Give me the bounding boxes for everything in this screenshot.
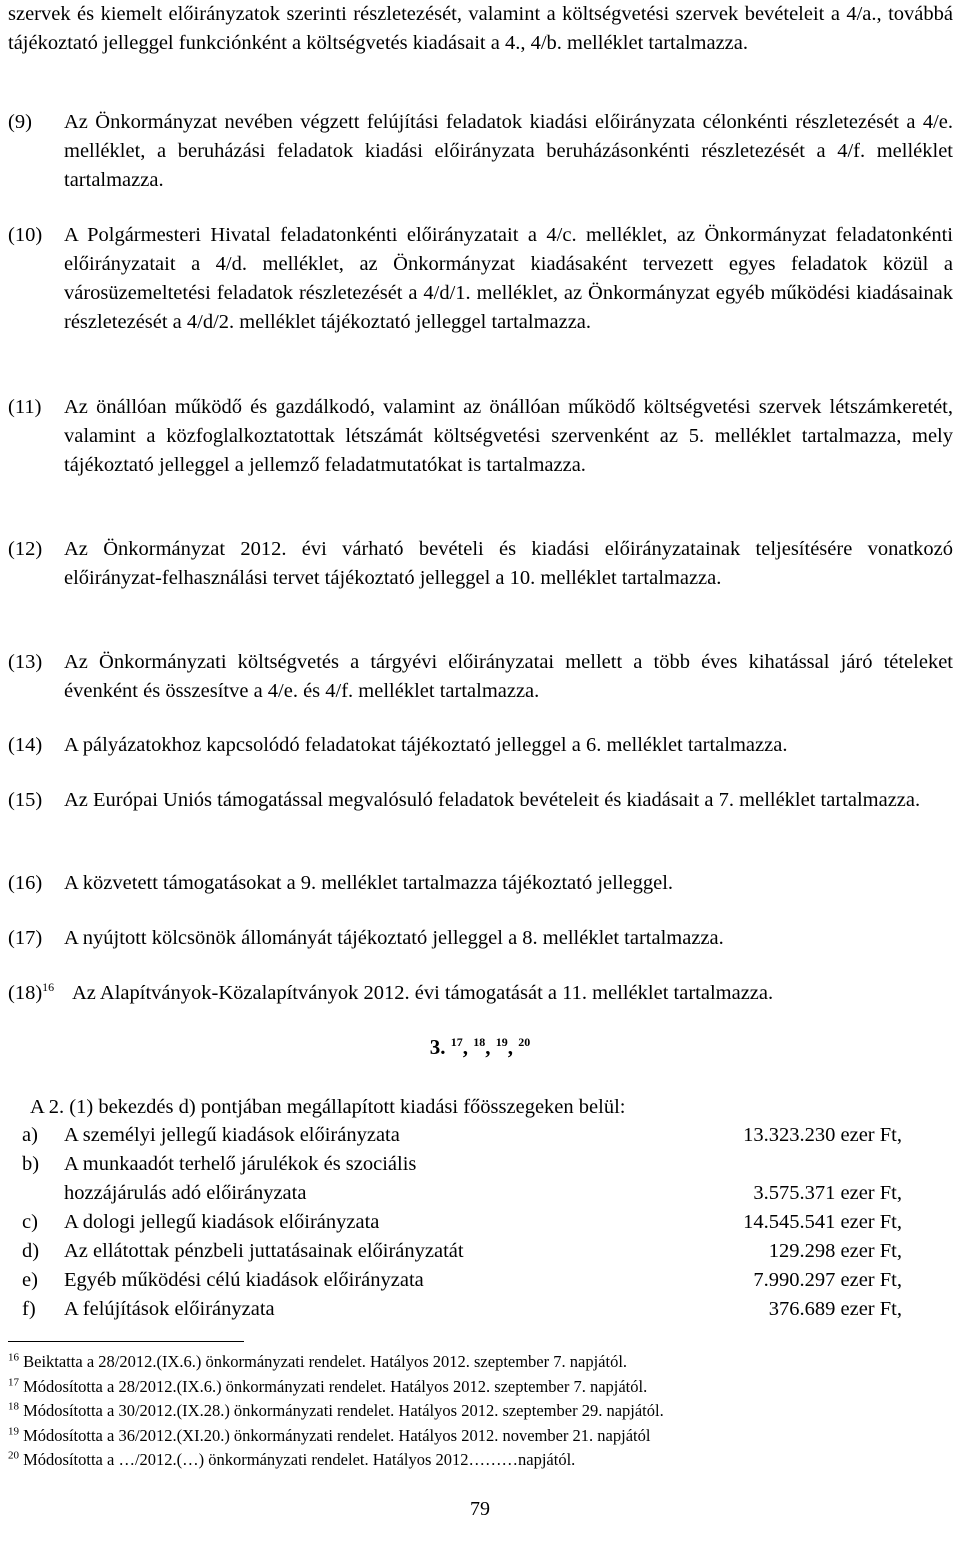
paragraph-11 [8, 393, 953, 480]
footnote-text: Beiktatta a 28/2012.(IX.6.) önkormányzati rendelet. Hatályos 2012. szeptember 7. napjától. [23, 1352, 628, 1371]
footnote-ref[interactable]: 18 [473, 1035, 486, 1049]
footnotes [8, 1350, 928, 1473]
paragraph-13 [8, 648, 953, 706]
page-number: 79 [470, 1498, 490, 1520]
item-description: Egyéb működési célú kiadások előirányzata [64, 1269, 424, 1291]
paragraph-18 [8, 979, 953, 1008]
footnote-text: Módosította a 36/2012.(XI.20.) önkormányzati rendelet. Hatályos 2012. november 21. napjától [23, 1425, 651, 1445]
list-item [22, 1295, 902, 1324]
footnote-number: 20 [8, 1449, 19, 1462]
paragraph-text: A Polgármesteri Hivatal feladatonkénti előirányzatait a 4/c. melléklet, az Önkormányzat feladatonkénti előirányzatait a 4/d. melléklet, az Önkormányzat kiadásaként tervezett egyes feladatok közül a városüzemeltetési feladatok részletezését a 4/d/1. melléklet, az Önkormányzat egyéb működési kiadásainak részletezését a 4/d/2. melléklet tájékoztató jelleggel tartalmazza. [64, 224, 953, 333]
item-description: Az ellátottak pénzbeli juttatásainak előirányzatát [64, 1240, 464, 1262]
item-value: 376.689 ezer Ft, [768, 1298, 902, 1320]
footnote-ref[interactable]: 19 [495, 1035, 508, 1049]
footnote [8, 1448, 928, 1473]
footnote-number: 16 [8, 1351, 19, 1364]
item-value: 129.298 ezer Ft, [768, 1240, 902, 1262]
item-letter: a) [22, 1124, 38, 1146]
paragraph-number: $(18)^{16}$ [8, 980, 55, 1004]
paragraph-9 [8, 108, 953, 195]
item-description: A felújítások előirányzata [64, 1298, 275, 1320]
footnote-text: Módosította a 28/2012.(IX.6.) önkormányzati rendelet. Hatályos 2012. szeptember 7. napjától. [23, 1376, 648, 1396]
item-letter: d) [22, 1240, 40, 1262]
paragraph-10 [8, 221, 953, 337]
item-description: A személyi jellegű kiadások előirányzata [64, 1124, 400, 1146]
paragraph-number: (13) [8, 651, 43, 673]
item-letter: c) [22, 1211, 38, 1233]
footnote [8, 1424, 928, 1449]
item-letter: e) [22, 1269, 38, 1291]
footnote [8, 1350, 928, 1375]
item-description: A dologi jellegű kiadások előirányzata [64, 1211, 380, 1233]
paragraph-text: Az Önkormányzati költségvetés a tárgyévi előirányzatai mellett a több éves kihatással járó tételeket évenként és összesítve a 4/e. és 4/f. melléklet tartalmazza. [64, 651, 953, 702]
paragraph-17 [8, 924, 953, 953]
paragraph-number: (10) [8, 224, 43, 246]
footnote-number: 17 [8, 1376, 19, 1388]
paragraph-12 [8, 535, 953, 593]
paragraph-15 [8, 786, 953, 815]
paragraph-16 [8, 869, 953, 898]
list-intro: A 2. (1) bekezdés d) pontjában megállapított kiadási főösszegeken belül: [30, 1096, 626, 1118]
item-value: 7.990.297 ezer Ft, [753, 1269, 902, 1291]
paragraph-text: Az Európai Uniós támogatással megvalósuló feladatok bevételeit és kiadásait a 7. melléklet tartalmazza. [64, 789, 921, 811]
footnote-number: 19 [8, 1425, 19, 1437]
paragraph-text: szervek és kiemelt előirányzatok szerinti részletezését, valamint a költségvetési szervek bevételeit a 4/a., továbbá tájékoztató jelleggel funkciónként a költségvetés kiadásait a 4., 4/b. melléklet tartalmazza. [8, 3, 953, 54]
list-item [22, 1208, 902, 1237]
item-description: A munkaadót terhelő járulékok és szociális [64, 1153, 417, 1175]
paragraph-14 [8, 731, 953, 760]
paragraph-text: A pályázatokhoz kapcsolódó feladatokat tájékoztató jelleggel a 6. melléklet tartalmazza. [64, 734, 788, 756]
paragraph-number: (14) [8, 734, 43, 756]
footnote-number: 18 [8, 1400, 19, 1413]
footnote-ref[interactable]: 16 [42, 980, 55, 995]
paragraph-text: A közvetett támogatásokat a 9. melléklet tartalmazza tájékoztató jelleggel. [64, 872, 674, 894]
footnote-text: Módosította a …/2012.(…) önkormányzati rendelet. Hatályos 2012………napjától. [23, 1450, 576, 1469]
list-item [22, 1121, 902, 1150]
footnote-text: Módosította a 30/2012.(IX.28.) önkormányzati rendelet. Hatályos 2012. szeptember 29. napjától. [23, 1401, 664, 1420]
paragraph-number: (16) [8, 872, 43, 894]
section-number: 3. [429, 1035, 446, 1059]
list-item [22, 1150, 902, 1179]
footnote [8, 1399, 928, 1424]
paragraph-number: (12) [8, 538, 43, 560]
item-value: 14.545.541 ezer Ft, [743, 1211, 902, 1233]
paragraph-continuation [8, 0, 953, 58]
paragraph-text: Az önállóan működő és gazdálkodó, valamint az önállóan működő költségvetési szervek létszámkeretét, valamint a közfoglalkoztatottak létszámát költségvetési szervenként az 5. melléklet tartalmazza, mely tájékoztató jelleggel a jellemző feladatmutatókat is tartalmazza. [64, 396, 953, 476]
item-letter: b) [22, 1153, 40, 1175]
item-description: hozzájárulás adó előirányzata [64, 1182, 307, 1204]
item-value: 3.575.371 ezer Ft, [753, 1182, 902, 1204]
paragraph-text: Az Önkormányzat 2012. évi várható bevételi és kiadási előirányzatainak teljesítésére vonatkozó előirányzat-felhasználási tervet tájékoztató jelleggel a 10. melléklet tartalmazza. [64, 538, 953, 589]
appropriation-list [22, 1121, 902, 1324]
paragraph-text: Az Alapítványok-Közalapítványok 2012. évi támogatását a 11. melléklet tartalmazza. [72, 982, 774, 1004]
paragraph-text: Az Önkormányzat nevében végzett felújítási feladatok kiadási előirányzata célonkénti részletezését a 4/e. melléklet, a beruházási feladatok kiadási előirányzata beruházásonkénti részletezését a 4/f. melléklet tartalmazza. [64, 111, 953, 191]
footnote-ref[interactable]: 20 [518, 1035, 531, 1049]
paragraph-text: A nyújtott kölcsönök állományát tájékoztató jelleggel a 8. melléklet tartalmazza. [64, 927, 724, 949]
paragraph-number: (9) [8, 111, 32, 133]
paragraph-number: (15) [8, 789, 43, 811]
footnote-divider [8, 1341, 244, 1342]
section-heading: 3. $^{17}$, $^{18}$, $^{19}$, $^{20}$ [429, 1035, 531, 1059]
list-item [22, 1237, 902, 1266]
paragraph-number: (17) [8, 927, 43, 949]
item-letter: f) [22, 1298, 36, 1320]
list-item-continuation [22, 1179, 902, 1208]
footnote [8, 1375, 928, 1400]
footnote-ref[interactable]: 17 [450, 1035, 463, 1049]
item-value: 13.323.230 ezer Ft, [743, 1124, 902, 1146]
list-item [22, 1266, 902, 1295]
paragraph-number: (11) [8, 396, 42, 418]
